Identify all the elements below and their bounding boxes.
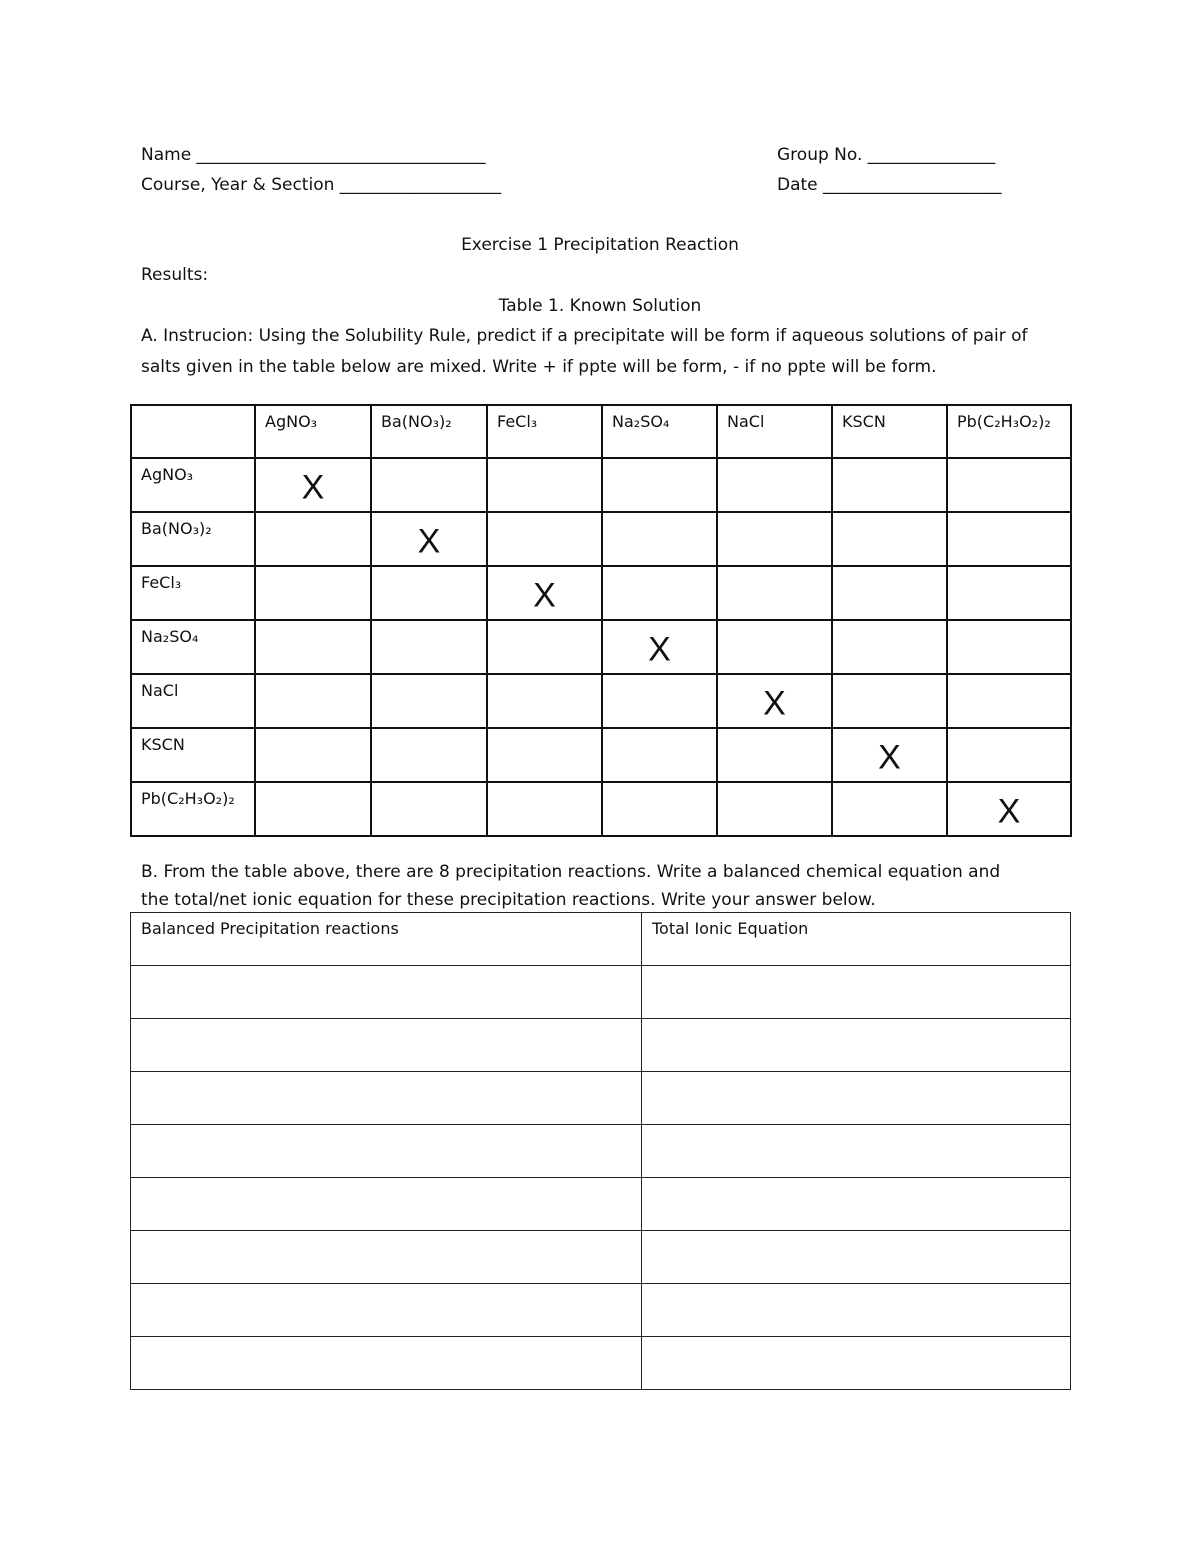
matrix-cell[interactable] (717, 512, 832, 566)
matrix-cell[interactable] (832, 620, 947, 674)
matrix-cell[interactable] (487, 674, 602, 728)
balanced-reaction-cell[interactable] (131, 1284, 642, 1337)
ionic-equation-cell[interactable] (642, 1125, 1071, 1178)
matrix-row (131, 620, 1071, 674)
matrix-row (131, 512, 1071, 566)
matrix-cell[interactable] (717, 566, 832, 620)
matrix-cell[interactable] (487, 512, 602, 566)
x-mark: X (763, 684, 786, 723)
matrix-cell[interactable] (371, 620, 487, 674)
balanced-reaction-cell[interactable] (131, 1231, 642, 1284)
ionic-equation-cell[interactable] (642, 1337, 1071, 1390)
matrix-cell[interactable] (947, 566, 1071, 620)
balanced-reactions-header: Balanced Precipitation reactions (131, 913, 642, 966)
matrix-row-header: AgNO₃ (131, 458, 255, 512)
matrix-cell[interactable] (371, 728, 487, 782)
matrix-row (131, 566, 1071, 620)
matrix-cell[interactable] (947, 728, 1071, 782)
matrix-cell[interactable] (487, 728, 602, 782)
matrix-header-row (131, 405, 1071, 458)
x-mark: X (997, 792, 1021, 831)
page-title: Exercise 1 Precipitation Reaction (461, 235, 739, 255)
matrix-cell[interactable] (371, 458, 487, 512)
matrix-col-header: AgNO₃ (255, 405, 371, 458)
matrix-row-header: Na₂SO₄ (131, 620, 255, 674)
table-caption: Table 1. Known Solution (498, 296, 702, 316)
matrix-cell[interactable] (255, 782, 371, 836)
x-mark: X (648, 630, 671, 669)
matrix-cell[interactable] (602, 782, 717, 836)
answer-header-row (131, 913, 1071, 966)
matrix-cell-diagonal (255, 458, 371, 512)
ionic-equation-cell[interactable] (642, 966, 1071, 1019)
instruction-a-line2: salts given in the table below are mixed. Write + if ppte will be form, - if no ppte will be form. (141, 357, 937, 377)
matrix-col-header: Pb(C₂H₃O₂)₂ (947, 405, 1071, 458)
balanced-reaction-cell[interactable] (131, 1125, 642, 1178)
answer-row (131, 1178, 1071, 1231)
matrix-row (131, 782, 1071, 836)
answer-row (131, 1337, 1071, 1390)
results-label: Results: (141, 265, 209, 285)
matrix-cell[interactable] (255, 674, 371, 728)
matrix-cell[interactable] (602, 458, 717, 512)
balanced-reaction-cell[interactable] (131, 966, 642, 1019)
matrix-cell[interactable] (487, 620, 602, 674)
matrix-row-header: KSCN (131, 728, 255, 782)
matrix-cell[interactable] (602, 566, 717, 620)
matrix-cell[interactable] (832, 674, 947, 728)
matrix-cell-diagonal (947, 782, 1071, 836)
balanced-reaction-cell[interactable] (131, 1072, 642, 1125)
ionic-equation-cell[interactable] (642, 1231, 1071, 1284)
matrix-cell[interactable] (255, 620, 371, 674)
ionic-equation-cell[interactable] (642, 1178, 1071, 1231)
balanced-reaction-cell[interactable] (131, 1019, 642, 1072)
matrix-cell[interactable] (602, 728, 717, 782)
matrix-cell[interactable] (947, 512, 1071, 566)
matrix-cell-diagonal (602, 620, 717, 674)
answer-row (131, 1072, 1071, 1125)
balanced-reaction-cell[interactable] (131, 1178, 642, 1231)
solubility-matrix (130, 404, 1072, 837)
matrix-col-header: NaCl (717, 405, 832, 458)
date-field-label: Date _____________________ (777, 175, 1002, 195)
matrix-col-header: KSCN (832, 405, 947, 458)
matrix-corner-cell (131, 405, 255, 458)
matrix-cell[interactable] (487, 458, 602, 512)
matrix-row (131, 458, 1071, 512)
course-year-section-field-label: Course, Year & Section ___________________ (141, 175, 502, 195)
matrix-cell[interactable] (832, 512, 947, 566)
matrix-cell[interactable] (487, 782, 602, 836)
matrix-cell[interactable] (371, 674, 487, 728)
total-ionic-equation-header: Total Ionic Equation (642, 913, 1071, 966)
matrix-cell[interactable] (832, 782, 947, 836)
matrix-col-header: Na₂SO₄ (602, 405, 717, 458)
name-field-label: Name __________________________________ (141, 145, 486, 165)
x-mark: X (417, 522, 441, 561)
matrix-row (131, 728, 1071, 782)
balanced-reaction-cell[interactable] (131, 1337, 642, 1390)
answer-row (131, 1284, 1071, 1337)
answer-row (131, 1231, 1071, 1284)
matrix-col-header: FeCl₃ (487, 405, 602, 458)
matrix-cell[interactable] (255, 512, 371, 566)
instruction-b-line1: B. From the table above, there are 8 precipitation reactions. Write a balanced chemical equation and (141, 862, 1001, 882)
answer-table (130, 912, 1071, 1390)
matrix-cell[interactable] (947, 620, 1071, 674)
matrix-cell[interactable] (832, 566, 947, 620)
matrix-cell[interactable] (947, 458, 1071, 512)
instruction-a-line1: A. Instrucion: Using the Solubility Rule, predict if a precipitate will be form if aqueous solutions of pair of (141, 326, 1028, 346)
matrix-cell[interactable] (717, 458, 832, 512)
x-mark: X (878, 738, 901, 777)
matrix-cell[interactable] (717, 782, 832, 836)
x-mark: X (533, 576, 556, 615)
matrix-row-header: Ba(NO₃)₂ (131, 512, 255, 566)
ionic-equation-cell[interactable] (642, 1284, 1071, 1337)
matrix-cell[interactable] (371, 782, 487, 836)
matrix-row-header: FeCl₃ (131, 566, 255, 620)
matrix-col-header: Ba(NO₃)₂ (371, 405, 487, 458)
matrix-cell[interactable] (255, 566, 371, 620)
ionic-equation-cell[interactable] (642, 1019, 1071, 1072)
matrix-cell-diagonal (717, 674, 832, 728)
answer-row (131, 966, 1071, 1019)
ionic-equation-cell[interactable] (642, 1072, 1071, 1125)
matrix-cell[interactable] (602, 674, 717, 728)
answer-row (131, 1125, 1071, 1178)
instruction-b-line2: the total/net ionic equation for these precipitation reactions. Write your answer below. (141, 890, 876, 910)
matrix-cell[interactable] (602, 512, 717, 566)
matrix-cell[interactable] (832, 458, 947, 512)
matrix-cell[interactable] (947, 674, 1071, 728)
matrix-cell[interactable] (255, 728, 371, 782)
matrix-row (131, 674, 1071, 728)
matrix-row-header: NaCl (131, 674, 255, 728)
matrix-cell-diagonal (371, 512, 487, 566)
group-no-field-label: Group No. _______________ (777, 145, 996, 165)
matrix-cell[interactable] (371, 566, 487, 620)
matrix-cell-diagonal (832, 728, 947, 782)
matrix-cell[interactable] (717, 620, 832, 674)
matrix-row-header: Pb(C₂H₃O₂)₂ (131, 782, 255, 836)
matrix-cell-diagonal (487, 566, 602, 620)
answer-row (131, 1019, 1071, 1072)
x-mark: X (301, 468, 325, 507)
matrix-cell[interactable] (717, 728, 832, 782)
